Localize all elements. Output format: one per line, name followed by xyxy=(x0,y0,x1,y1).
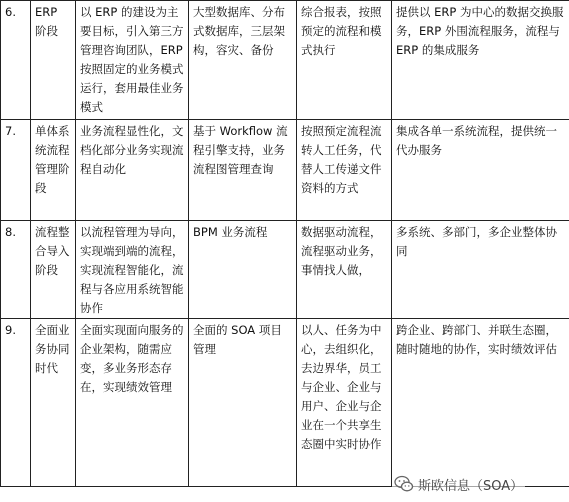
table-row xyxy=(1,120,569,221)
row-number: 8. xyxy=(1,221,31,319)
mode-cell: 以人、任务为中心，去组织化，去边界华，员工与企业、企业与用户、企业与企业在一个共享生态圈中实时协作 xyxy=(297,319,392,487)
tech-cell: BPM 业务流程 xyxy=(189,221,297,319)
stage-cell: 单体系统流程管理阶段 xyxy=(31,120,76,221)
mode-cell: 综合报表，按照预定的流程和模式执行 xyxy=(297,1,392,120)
service-cell: 集成各单一系统流程，提供统一代办服务 xyxy=(392,120,569,221)
wechat-icon xyxy=(394,474,414,494)
row-number: 6. xyxy=(1,1,31,120)
stage-cell: 全面业务协同时代 xyxy=(31,319,76,487)
goal-cell: 以 ERP 的建设为主要目标，引入第三方管理咨询团队，ERP 按照固定的业务模式运行，套用最佳业务模式 xyxy=(76,1,189,120)
tech-cell: 全面的 SOA 项目管理 xyxy=(189,319,297,487)
watermark xyxy=(392,472,525,496)
table-row xyxy=(1,319,569,487)
table-row xyxy=(1,1,569,120)
goal-cell: 全面实现面向服务的企业架构，随需应变，多业务形态存在，实现绩效管理 xyxy=(76,319,189,487)
mode-cell: 数据驱动流程，流程驱动业务，事情找人做， xyxy=(297,221,392,319)
row-number: 7. xyxy=(1,120,31,221)
watermark-text: 斯欧信息（SOA） xyxy=(418,478,524,494)
service-cell: 多系统、多部门，多企业整体协同 xyxy=(392,221,569,319)
stage-cell: ERP 阶段 xyxy=(31,1,76,120)
table-row xyxy=(1,221,569,319)
service-cell: 提供以 ERP 为中心的数据交换服务，ERP 外围流程服务，流程与 ERP 的集成服务 xyxy=(392,1,569,120)
stage-cell: 流程整合导入阶段 xyxy=(31,221,76,319)
goal-cell: 业务流程显性化，文档化部分业务实现流程自动化 xyxy=(76,120,189,221)
tech-cell: 大型数据库、分布式数据库，三层架构，容灾、备份 xyxy=(189,1,297,120)
tech-cell: 基于 Workflow 流程引擎支持，业务流程图管理查询 xyxy=(189,120,297,221)
row-number: 9. xyxy=(1,319,31,487)
service-cell: 跨企业、跨部门、并联生态圈，随时随地的协作，实时绩效评估 xyxy=(392,319,569,487)
goal-cell: 以流程管理为导向，实现端到端的流程，实现流程智能化，流程与各应用系统智能协作 xyxy=(76,221,189,319)
mode-cell: 按照预定流程流转人工任务，代替人工传递文件资料的方式 xyxy=(297,120,392,221)
